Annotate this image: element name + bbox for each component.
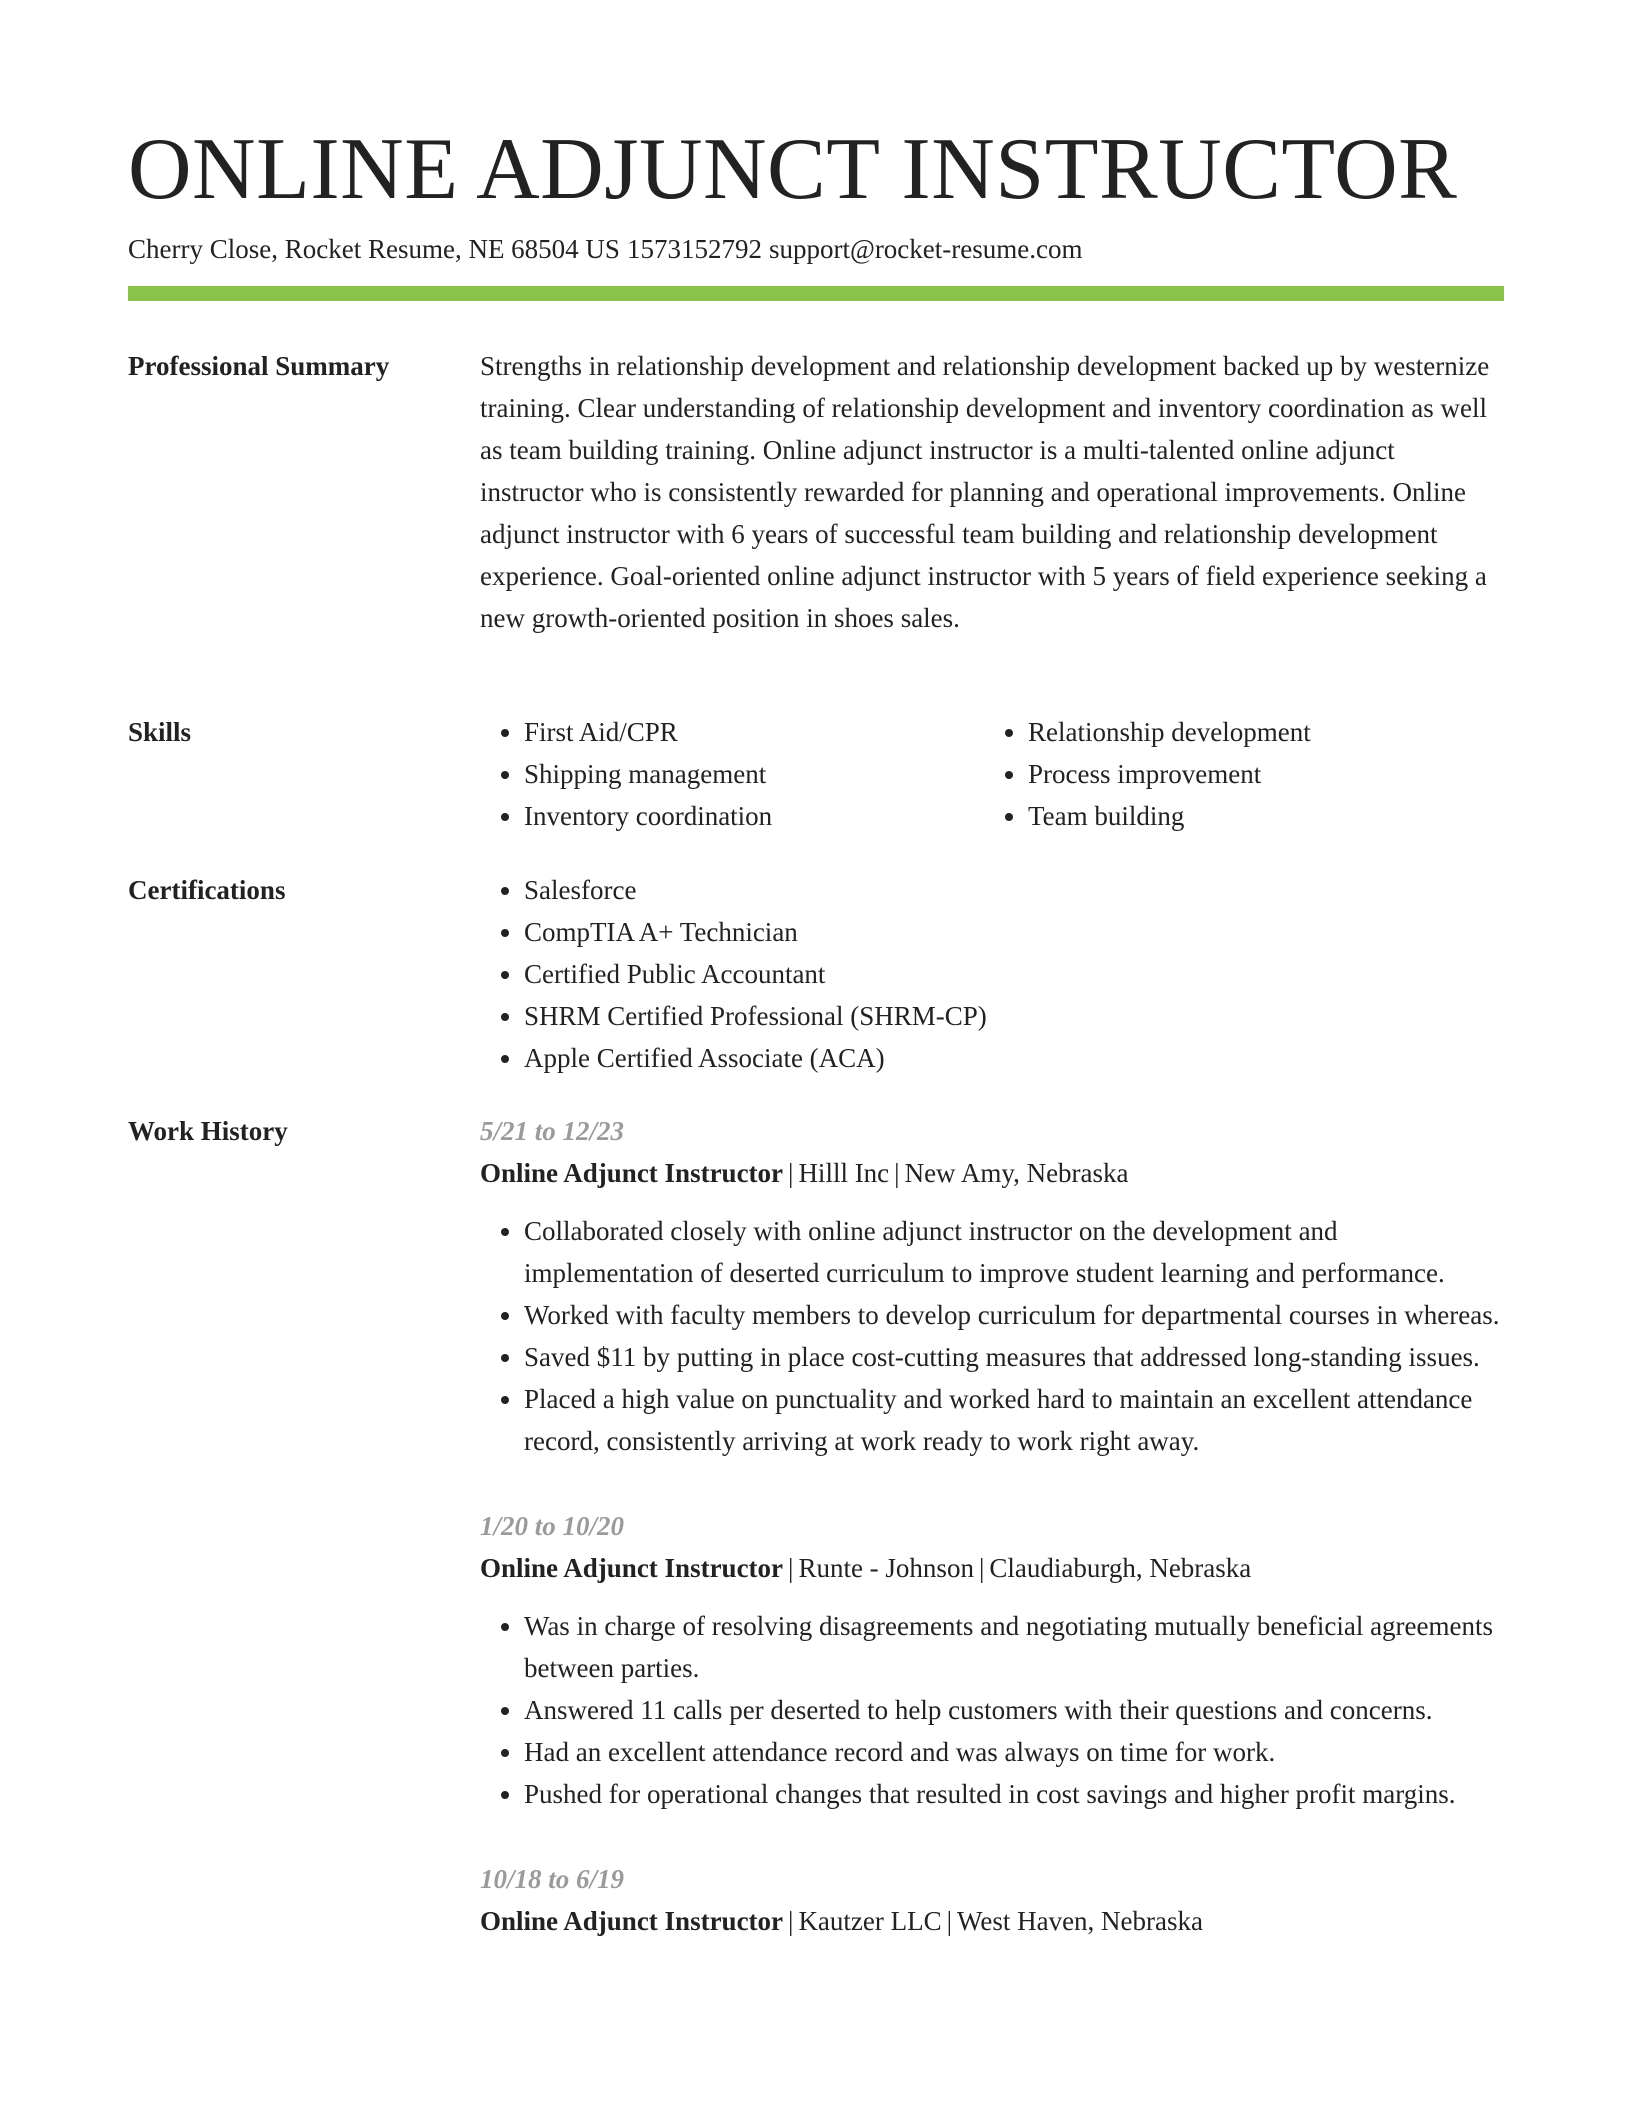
work-history-body bbox=[480, 1110, 1504, 1985]
job-bullet: • Was in charge of resolving disagreements and negotiating mutually beneficial agreements between parties. bbox=[524, 1605, 1504, 1689]
job-entry bbox=[480, 1110, 1504, 1462]
job-bullet: • Worked with faculty members to develop curriculum for departmental courses in whereas. bbox=[524, 1294, 1504, 1336]
job-dates: 5/21 to 12/23 bbox=[480, 1116, 625, 1146]
certification-item: • SHRM Certified Professional (SHRM-CP) bbox=[524, 995, 1504, 1037]
resume-title: ONLINE ADJUNCT INSTRUCTOR bbox=[128, 121, 1458, 218]
job-bullets bbox=[480, 1605, 1504, 1815]
skill-item: • Shipping management bbox=[524, 753, 984, 795]
skills-column-left bbox=[480, 711, 984, 837]
skill-item: • Inventory coordination bbox=[524, 795, 984, 837]
job-bullet: • Answered 11 calls per deserted to help customers with their questions and concerns. bbox=[524, 1689, 1504, 1731]
contact-email[interactable]: support@rocket-resume.com bbox=[768, 234, 1083, 264]
skill-item: • First Aid/CPR bbox=[524, 711, 984, 753]
job-company: Hilll Inc bbox=[798, 1158, 890, 1188]
job-bullet: • Placed a high value on punctuality and worked hard to maintain an excellent attendance record, consistently arriving at work ready to work right away. bbox=[524, 1378, 1504, 1462]
skills-grid bbox=[480, 711, 1504, 837]
accent-divider bbox=[128, 286, 1504, 301]
summary-text: Strengths in relationship development and relationship development backed up by westernize training. Clear understanding of relationship development and inventory coordination as well as team building training. Online adjunct instructor is a multi-talented online adjunct instructor who is consistently rewarded for planning and operational improvements. Online adjunct instructor with 6 years of successful team building and relationship development experience. Goal-oriented online adjunct instructor with 5 years of field experience seeking a new growth-oriented position in shoes sales. bbox=[480, 351, 1490, 633]
job-separator: | bbox=[788, 1158, 794, 1188]
job-separator: | bbox=[788, 1906, 794, 1936]
job-role: Online Adjunct Instructor bbox=[480, 1906, 784, 1936]
skills-heading: Skills bbox=[128, 717, 192, 747]
certification-item: • Certified Public Accountant bbox=[524, 953, 1504, 995]
job-separator: | bbox=[894, 1158, 900, 1188]
job-company: Kautzer LLC bbox=[798, 1906, 942, 1936]
job-dates: 10/18 to 6/19 bbox=[480, 1864, 625, 1894]
job-bullets bbox=[480, 1210, 1504, 1462]
job-company: Runte - Johnson bbox=[798, 1553, 974, 1583]
certifications-heading: Certifications bbox=[128, 875, 286, 905]
certifications-list bbox=[480, 869, 1504, 1079]
skill-item: • Relationship development bbox=[1028, 711, 1488, 753]
job-bullet: • Had an excellent attendance record and was always on time for work. bbox=[524, 1731, 1504, 1773]
skills-body bbox=[480, 711, 1504, 837]
skills-column-right bbox=[984, 711, 1488, 837]
certification-item: • Apple Certified Associate (ACA) bbox=[524, 1037, 1504, 1079]
contact-phone: 1573152792 bbox=[626, 234, 762, 264]
job-location: West Haven, Nebraska bbox=[957, 1906, 1204, 1936]
job-title-line bbox=[480, 1547, 1504, 1589]
job-role: Online Adjunct Instructor bbox=[480, 1553, 784, 1583]
certification-item: • Salesforce bbox=[524, 869, 1504, 911]
job-bullet: • Pushed for operational changes that resulted in cost savings and higher profit margins. bbox=[524, 1773, 1504, 1815]
job-entry bbox=[480, 1858, 1504, 1942]
skills-list-right bbox=[984, 711, 1488, 837]
job-role: Online Adjunct Instructor bbox=[480, 1158, 784, 1188]
summary-heading: Professional Summary bbox=[128, 351, 390, 381]
skill-item: • Process improvement bbox=[1028, 753, 1488, 795]
job-entry bbox=[480, 1505, 1504, 1815]
job-location: Claudiaburgh, Nebraska bbox=[989, 1553, 1252, 1583]
job-location: New Amy, Nebraska bbox=[904, 1158, 1129, 1188]
job-separator: | bbox=[788, 1553, 794, 1583]
job-separator: | bbox=[978, 1553, 985, 1583]
job-dates: 1/20 to 10/20 bbox=[480, 1511, 625, 1541]
skills-list-left bbox=[480, 711, 984, 837]
contact-address: Cherry Close, Rocket Resume, NE 68504 US bbox=[128, 234, 620, 264]
job-bullet: • Collaborated closely with online adjunct instructor on the development and implementation of deserted curriculum to improve student learning and performance. bbox=[524, 1210, 1504, 1294]
summary-body bbox=[480, 345, 1504, 639]
job-title-line bbox=[480, 1900, 1504, 1942]
job-title-line bbox=[480, 1152, 1504, 1194]
work-history-heading: Work History bbox=[128, 1116, 288, 1146]
job-separator: | bbox=[946, 1906, 953, 1936]
certification-item: • CompTIA A+ Technician bbox=[524, 911, 1504, 953]
certifications-body bbox=[480, 869, 1504, 1079]
job-bullet: • Saved $11 by putting in place cost-cutting measures that addressed long-standing issues. bbox=[524, 1336, 1504, 1378]
contact-line bbox=[128, 231, 1089, 267]
skill-item: • Team building bbox=[1028, 795, 1488, 837]
